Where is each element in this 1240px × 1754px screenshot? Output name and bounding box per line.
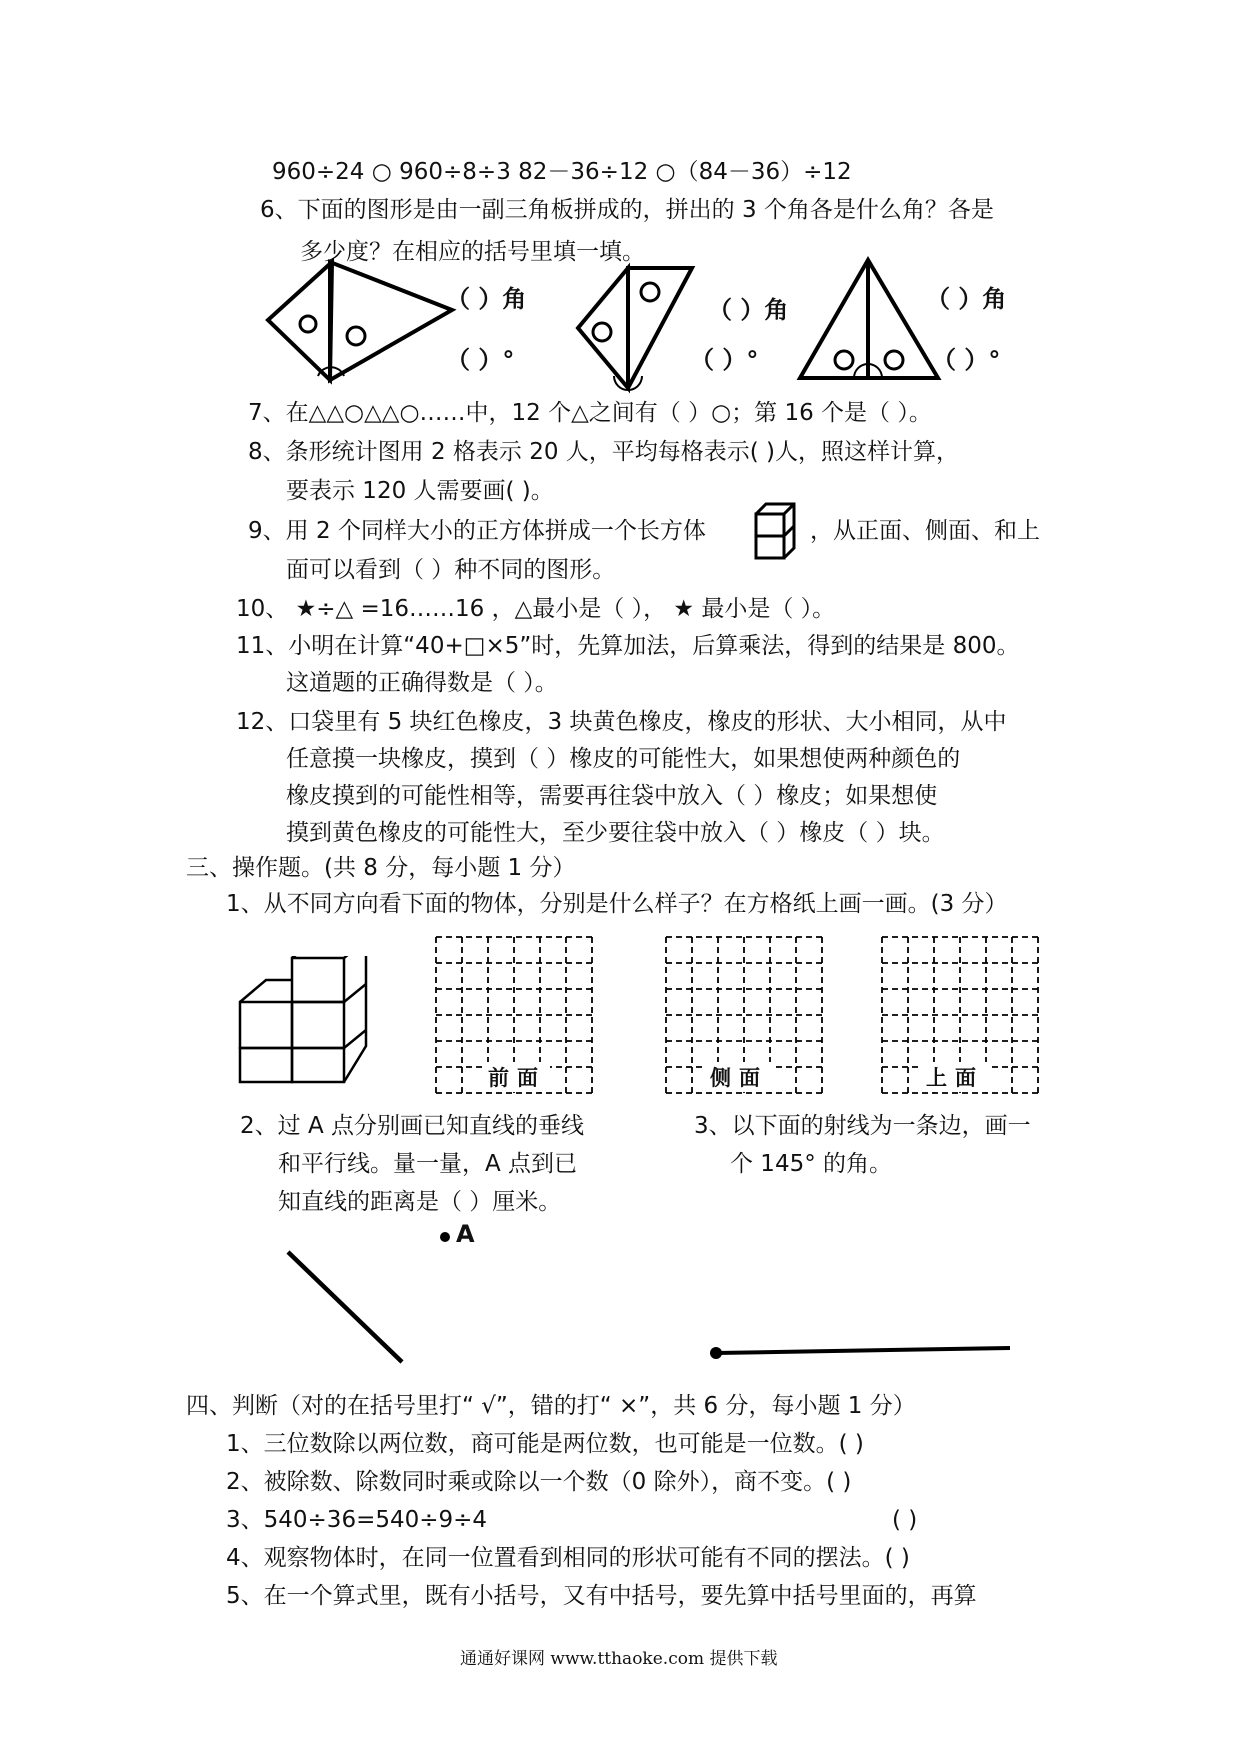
s4-q1-line: 1、三位数除以两位数，商可能是两位数，也可能是一位数。( ) (226, 1431, 864, 1457)
triangle-figure-2 (568, 256, 698, 396)
q8-line-1: 8、条形统计图用 2 格表示 20 人，平均每格表示( )人，照这样计算， (248, 439, 960, 465)
q12-line-1: 12、口袋里有 5 块红色橡皮，3 块黄色橡皮，橡皮的形状、大小相同，从中 (236, 709, 1007, 735)
q5-comparison-line: 960÷24 ○ 960÷8÷3 82－36÷12 ○（84－36）÷12 (272, 159, 852, 185)
stacked-cubes-figure (236, 956, 386, 1086)
s3-q2-line-3: 知直线的距离是（ ）厘米。 (278, 1189, 562, 1215)
q11-line-2: 这道题的正确得数是（ ）。 (286, 670, 558, 696)
section-3-heading: 三、操作题。(共 8 分，每小题 1 分） (186, 855, 576, 881)
angle-1-degree-label: （ ）° (446, 346, 515, 374)
q11-line-1: 11、小明在计算“40+□×5”时，先算加法，后算乘法，得到的结果是 800。 (236, 633, 1020, 659)
angle-1-type-label: （ ）角 (446, 285, 527, 313)
q12-line-4: 摸到黄色橡皮的可能性大，至少要往袋中放入（ ）橡皮（ ）块。 (286, 820, 945, 846)
q12-line-3: 橡皮摸到的可能性相等，需要再往袋中放入（ ）橡皮；如果想使 (286, 783, 938, 809)
q6-line-1: 6、下面的图形是由一副三角板拼成的，拼出的 3 个角各是什么角？各是 (260, 197, 994, 223)
s3-q2-line-2: 和平行线。量一量，A 点到已 (278, 1151, 578, 1177)
s4-q4-line: 4、观察物体时，在同一位置看到相同的形状可能有不同的摆法。( ) (226, 1545, 910, 1571)
angle-2-degree-label: （ ）° (690, 346, 759, 374)
q9-line-1b: ，从正面、侧面、和上 (810, 518, 1040, 544)
triangle-figure-3 (796, 256, 946, 386)
given-ray[interactable] (706, 1340, 1016, 1364)
s4-q2-line: 2、被除数、除数同时乘或除以一个数（0 除外），商不变。( ) (226, 1469, 852, 1495)
q6-line-2: 多少度？在相应的括号里填一填。 (300, 239, 645, 265)
angle-3-degree-label: （ ）° (932, 346, 1001, 374)
triangle-figure-1 (262, 252, 462, 392)
q10-line: 10、 ★÷△ =16……16 ，△最小是（ ）， ★ 最小是（ ）。 (236, 596, 836, 622)
point-a-label: A (456, 1220, 475, 1248)
s3-q3-line-1: 3、以下面的射线为一条边，画一 (694, 1113, 1031, 1139)
cuboid-icon (752, 500, 798, 562)
q9-line-2: 面可以看到（ ）种不同的图形。 (286, 557, 616, 583)
page-footer: 通通好课网 www.tthaoke.com 提供下载 (460, 1649, 778, 1669)
q7-line: 7、在△△○△△○……中，12 个△之间有（ ）○；第 16 个是（ ）。 (248, 400, 932, 426)
given-straight-line[interactable] (284, 1248, 414, 1368)
grid-top-label: 上面 (922, 1062, 988, 1092)
s4-q5-line: 5、在一个算式里，既有小括号，又有中括号，要先算中括号里面的，再算 (226, 1583, 977, 1609)
s4-q3-line: 3、540÷36=540÷9÷4 (226, 1507, 488, 1533)
grid-side-label: 侧面 (706, 1062, 772, 1092)
s3-q2-line-1: 2、过 A 点分别画已知直线的垂线 (240, 1113, 584, 1139)
grid-front-label: 前面 (484, 1062, 550, 1092)
angle-3-type-label: （ ）角 (926, 285, 1007, 313)
q9-line-1a: 9、用 2 个同样大小的正方体拼成一个长方体 (248, 518, 706, 544)
s3-q1-line: 1、从不同方向看下面的物体，分别是什么样子？在方格纸上画一画。(3 分） (226, 891, 1008, 917)
angle-2-type-label: （ ）角 (708, 296, 789, 324)
section-4-heading: 四、判断（对的在括号里打“ √”，错的打“ ×”，共 6 分，每小题 1 分） (186, 1393, 916, 1419)
s4-q3-answer-parentheses: ( ) (892, 1507, 918, 1533)
q12-line-2: 任意摸一块橡皮，摸到（ ）橡皮的可能性大，如果想使两种颜色的 (286, 746, 961, 772)
q8-line-2: 要表示 120 人需要画( )。 (286, 478, 554, 504)
point-a-marker (438, 1230, 452, 1244)
s3-q3-line-2: 个 145° 的角。 (730, 1151, 893, 1177)
